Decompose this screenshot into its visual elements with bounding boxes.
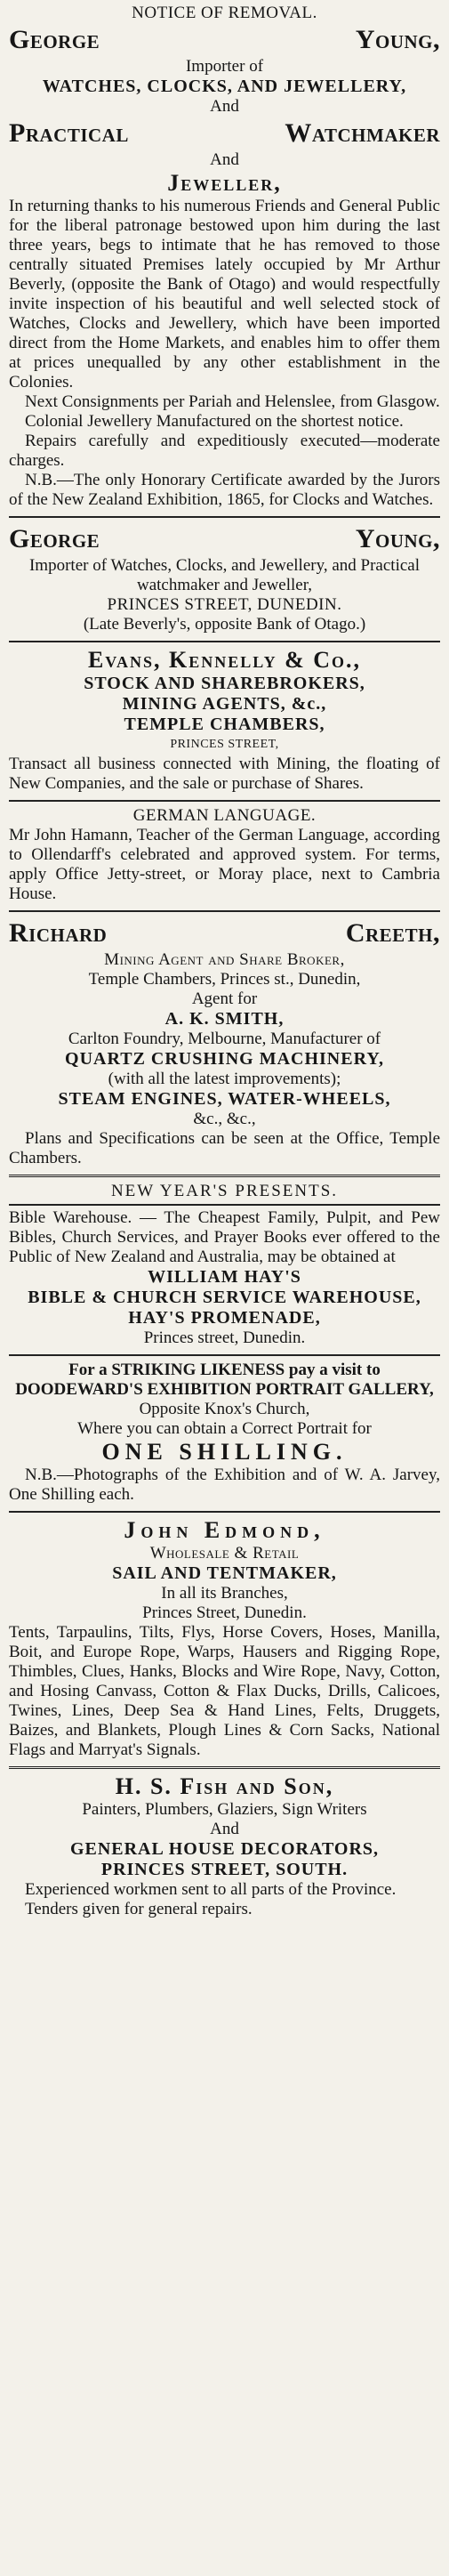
certificate-note: N.B.—The only Honorary Certificate awarded by the Jurors of the New Zealand Exhibition, 1865, for Clocks and Watches. [9,471,440,509]
divider [9,910,440,912]
new-year-header: NEW YEAR'S PRESENTS. [110,1182,339,1200]
young-card-address: PRINCES STREET, DUNEDIN. [107,595,342,614]
doodeward-line-4: ONE SHILLING. [101,1439,348,1465]
doodeward-line-5: N.B.—Photographs of the Exhibition and of W. A. Jarvey, One Shilling each. [9,1466,440,1504]
edmond-line-2: SAIL AND TENTMAKER, [112,1563,337,1583]
young-card-note: (Late Beverly's, opposite Bank of Otago.) [83,615,366,634]
name-left: George [9,25,100,54]
name-right: Young, [355,524,440,553]
edmond-line-1: Wholesale & Retail [149,1544,300,1563]
divider [9,1204,440,1206]
notice-body: In returning thanks to his numerous Friends and General Public for the liberal patronage bestowed upon him during the last three years, begs to intimate that he has removed to those centrally situated Premises lately occupied by Mr Arthur Beverly, (opposite the Bank of Otago) and would respectfully invite inspection of his beautiful and well selected stock of Watches, Clocks and Jewellery, which have been imported direct from the Home Markets, and enables him to offer them at prices unequalled by any other establishment in the Colonies. [9,197,440,392]
evans-line-3: TEMPLE CHAMBERS, [124,715,325,734]
edmond-title: John Edmond, [124,1517,325,1543]
creeth-line-7: (with all the latest improvements); [108,1070,341,1088]
fish-line-1: Painters, Plumbers, Glaziers, Sign Writers [82,1800,367,1819]
fish-line-4: PRINCES STREET, SOUTH. [100,1860,349,1879]
fish-line-5: Experienced workmen sent to all parts of the Province. [25,1880,397,1899]
importer-line: Importer of [185,57,264,76]
german-language-ad [9,804,440,908]
trade-line [9,117,440,150]
german-body: Mr John Hamann, Teacher of the German Language, according to Ollendarff's celebrated and approved system. For terms, apply Office Jetty-street, or Moray place, next to Cambria House. [9,826,440,903]
evans-kennelly-ad [9,645,440,797]
fish-and-son-ad [9,1772,440,1923]
creeth-line-2: Temple Chambers, Princes st., Dunedin, [88,970,361,989]
fish-line-2: And [210,1820,239,1838]
new-year-line-2: BIBLE & CHURCH SERVICE WAREHOUSE, [28,1288,421,1307]
young-card-description: Importer of Watches, Clocks, and Jewellery, and Practical watchmaker and Jeweller, [28,556,420,594]
goods-line: WATCHES, CLOCKS, AND JEWELLERY, [42,77,407,96]
divider [9,516,440,518]
creeth-line-10: Plans and Specifications can be seen at the Office, Temple Chambers. [9,1129,440,1167]
and-line: And [210,97,239,116]
fish-line-3: GENERAL HOUSE DECORATORS, [69,1839,380,1859]
edmond-ad [9,1515,440,1764]
divider [9,1766,440,1769]
trade-right: Watchmaker [285,118,440,148]
trade-left: Practical [9,118,129,148]
doodeward-ad [9,1359,440,1508]
advertiser-name [9,917,440,950]
name-right: Creeth, [345,918,440,948]
repairs-note: Repairs carefully and expeditiously executed—moderate charges. [9,432,440,470]
fish-line-6: Tenders given for general repairs. [25,1900,253,1918]
new-year-presents-ad [9,1180,440,1352]
name-right: Young, [355,25,440,54]
notice-header: NOTICE OF REMOVAL. [132,4,317,22]
young-card-ad [9,521,440,638]
name-left: Richard [9,918,108,948]
creeth-line-3: Agent for [191,989,258,1008]
doodeward-line-1: For a STRIKING LIKENESS pay a visit to DOODEWARD'S EXHIBITION PORTRAIT GALLERY, [15,1361,434,1399]
divider [9,800,440,802]
name-left: George [9,524,100,553]
and-line-2: And [210,150,239,169]
edmond-body: Tents, Tarpaulins, Tilts, Flys, Horse Covers, Hoses, Manilla, Boit, and Europe Rope, Warps, Hausers and Rigging Rope, Thimbles, Clues, Hanks, Blocks and Wire Rope, Navy, Cotton, and Hosing Canvass, Cotton & Flax Ducks, Drills, Calicoes, Twines, Lines, Deep Sea & Hand Lines, Felts, Druggets, Baizes, and Blankets, Plough Lines & Corn Sacks, National Flags and Marryat's Signals. [9,1623,440,1759]
divider [9,641,440,642]
evans-line-1: STOCK AND SHAREBROKERS, [84,674,365,693]
edmond-line-3: In all its Branches, [161,1584,288,1603]
new-year-line-3: HAY'S PROMENADE, [128,1308,321,1328]
evans-body: Transact all business connected with Mining, the floating of New Companies, and the sale or purchase of Shares. [9,755,440,793]
new-year-line-4: Princes street, Dunedin. [143,1328,306,1347]
evans-line-4: PRINCES STREET, [170,738,279,751]
consignments-note: Next Consignments per Pariah and Helenslee, from Glasgow. [25,392,440,411]
evans-title: Evans, Kennelly & Co., [87,647,362,673]
new-year-body: Bible Warehouse. — The Cheapest Family, Pulpit, and Pew Bibles, Church Services, and Prayer Books ever offered to the Public of New Zealand and Australia, may be obtained at [9,1208,440,1266]
creeth-line-9: &c., &c., [193,1110,256,1128]
fish-title: H. S. Fish and Son, [115,1773,334,1799]
creeth-line-4: A. K. SMITH, [164,1009,285,1029]
divider [9,1175,440,1177]
creeth-line-6: QUARTZ CRUSHING MACHINERY, [65,1049,384,1069]
jeweller-line: Jeweller, [167,170,282,196]
advertiser-name [9,522,440,556]
creeth-ad [9,915,440,1172]
notice-of-removal-ad [9,2,440,513]
evans-line-2: MINING AGENTS, &c., [122,694,327,714]
german-header: GERMAN LANGUAGE. [132,806,317,825]
doodeward-line-3: Where you can obtain a Correct Portrait for [77,1419,372,1438]
creeth-line-8: STEAM ENGINES, WATER-WHEELS, [58,1089,391,1109]
doodeward-line-2: Opposite Knox's Church, [139,1400,310,1418]
creeth-line-1: Mining Agent and Share Broker, [104,950,345,969]
divider [9,1511,440,1513]
creeth-line-5: Carlton Foundry, Melbourne, Manufacturer of [68,1030,381,1048]
new-year-line-1: WILLIAM HAY'S [148,1267,301,1287]
edmond-line-4: Princes Street, Dunedin. [142,1603,307,1622]
advertiser-name [9,23,440,57]
jewellery-note: Colonial Jewellery Manufactured on the shortest notice. [25,412,404,431]
divider [9,1354,440,1356]
